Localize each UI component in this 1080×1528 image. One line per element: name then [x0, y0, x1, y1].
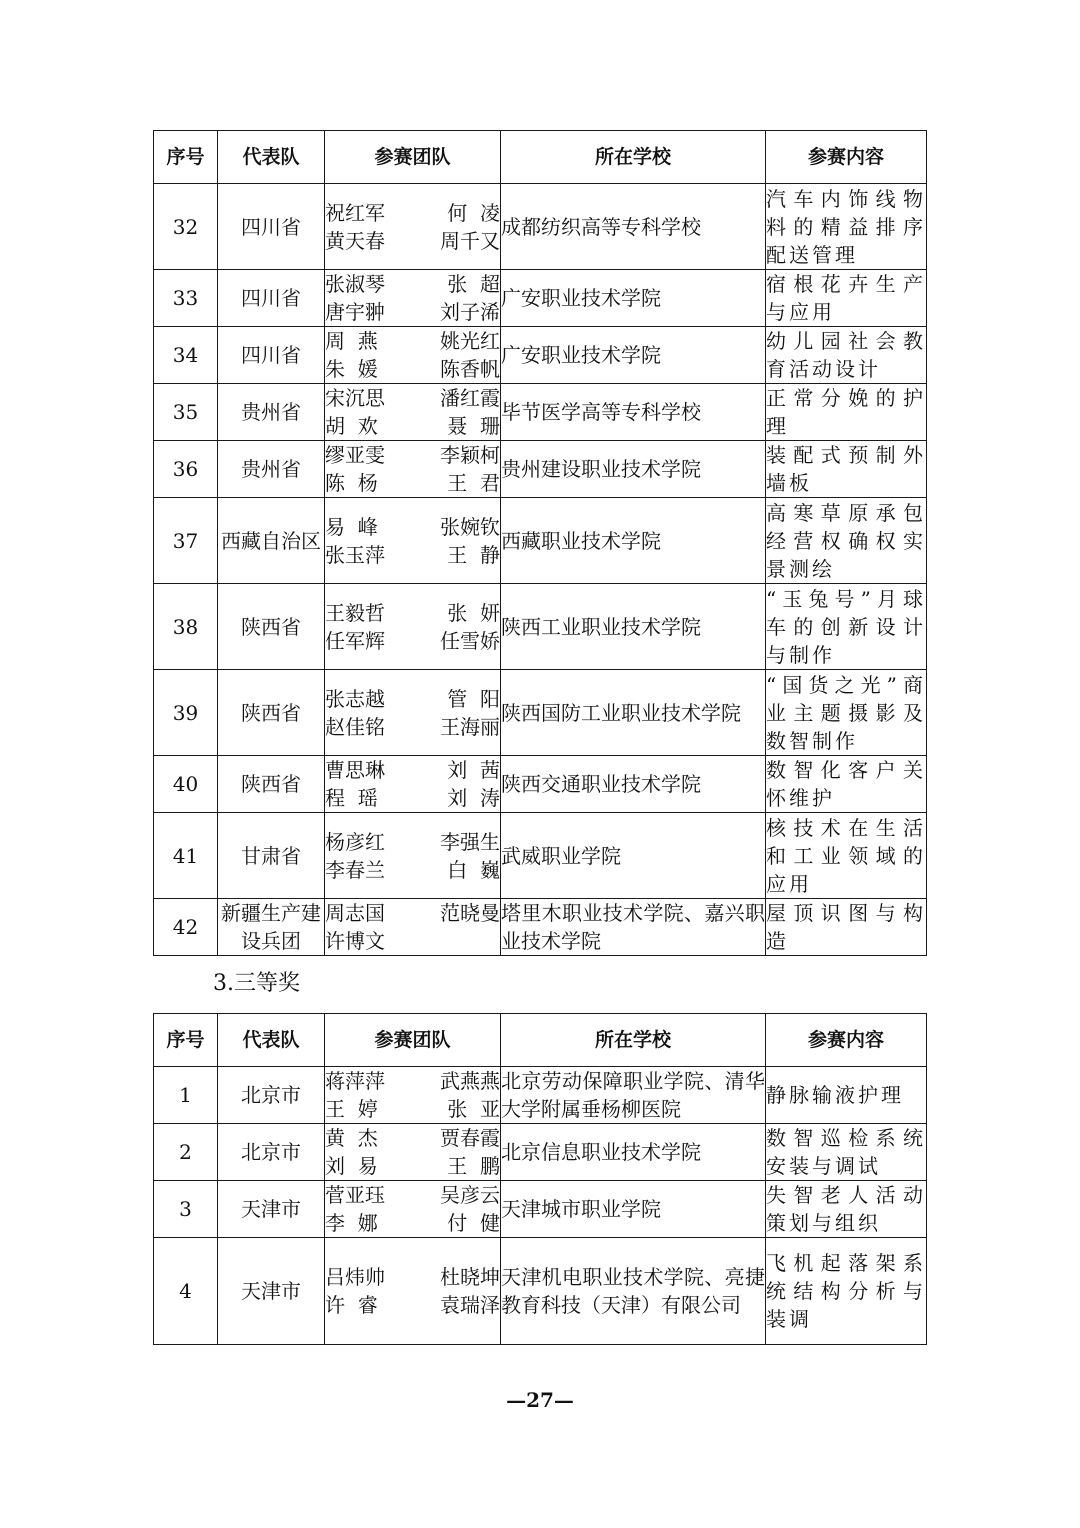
cell-school: 天津城市职业学院 [501, 1181, 766, 1238]
team-member: 周 燕 [325, 329, 378, 353]
cell-content: “玉兔号”月球车的创新设计与制作 [766, 584, 927, 670]
team-member: 武燕燕 [440, 1069, 500, 1093]
table-row [154, 899, 927, 956]
team-member: 袁瑞泽 [440, 1293, 500, 1317]
cell-no: 1 [154, 1067, 218, 1124]
team-line [325, 1181, 500, 1209]
cell-school: 塔里木职业技术学院、嘉兴职业技术学院 [501, 899, 766, 956]
cell-team [325, 327, 501, 384]
team-member: 任军辉 [325, 628, 385, 653]
table-row [154, 384, 927, 441]
cell-school: 广安职业技术学院 [501, 270, 766, 327]
cell-no: 33 [154, 270, 218, 327]
table-row [154, 584, 927, 670]
table-row [154, 813, 927, 899]
cell-team [325, 498, 501, 584]
team-member: 唐宇翀 [325, 300, 385, 324]
team-member: 李强生 [440, 829, 500, 854]
team-line [325, 541, 500, 569]
team-line [325, 1124, 500, 1152]
team-member: 李 娜 [325, 1211, 378, 1235]
team-member: 张 妍 [447, 600, 500, 625]
cell-rep: 贵州省 [218, 441, 325, 498]
cell-rep: 新疆生产建设兵团 [218, 899, 325, 956]
team-member: 曹思琳 [325, 758, 385, 782]
team-line [325, 1263, 500, 1291]
team-member: 蒋萍萍 [325, 1069, 385, 1093]
cell-team [325, 1238, 501, 1345]
cell-rep: 四川省 [218, 270, 325, 327]
table-row [154, 756, 927, 813]
header-school: 所在学校 [501, 131, 766, 184]
cell-rep: 贵州省 [218, 384, 325, 441]
cell-school: 广安职业技术学院 [501, 327, 766, 384]
team-member: 范晓曼 [440, 901, 500, 925]
cell-no: 35 [154, 384, 218, 441]
team-member: 张淑琴 [325, 272, 385, 296]
team-member: 王 静 [447, 542, 500, 567]
cell-content: 装配式预制外墙板 [766, 441, 927, 498]
page-number: —27— [506, 1388, 574, 1412]
header-content: 参赛内容 [766, 131, 927, 184]
cell-no: 36 [154, 441, 218, 498]
cell-team [325, 899, 501, 956]
team-member: 李春兰 [325, 857, 385, 882]
cell-content: 宿根花卉生产与应用 [766, 270, 927, 327]
cell-no: 2 [154, 1124, 218, 1181]
team-member: 缪亚雯 [325, 443, 385, 467]
cell-school: 西藏职业技术学院 [501, 498, 766, 584]
team-member: 付 健 [447, 1211, 500, 1235]
cell-school: 毕节医学高等专科学校 [501, 384, 766, 441]
team-member: 王 婷 [325, 1097, 378, 1121]
team-member: 聂 珊 [447, 414, 500, 438]
table-header-row [154, 131, 927, 184]
team-member: 菅亚珏 [325, 1183, 385, 1207]
cell-no: 3 [154, 1181, 218, 1238]
table-row [154, 270, 927, 327]
cell-content: 数智巡检系统安装与调试 [766, 1124, 927, 1181]
cell-school: 北京信息职业技术学院 [501, 1124, 766, 1181]
cell-rep: 陕西省 [218, 756, 325, 813]
cell-team [325, 1181, 501, 1238]
cell-rep: 甘肃省 [218, 813, 325, 899]
table-body [154, 184, 927, 956]
team-member: 王 鹏 [447, 1154, 500, 1178]
team-member: 吕炜帅 [325, 1265, 385, 1289]
team-line [325, 927, 500, 955]
cell-content: 幼儿园社会教育活动设计 [766, 327, 927, 384]
cell-content: 核技术在生活和工业领域的应用 [766, 813, 927, 899]
team-line [325, 1067, 500, 1095]
table-row [154, 1238, 927, 1345]
header-no: 序号 [154, 131, 218, 184]
team-member: 刘 涛 [447, 786, 500, 810]
team-member: 周千又 [440, 228, 500, 253]
team-member: 白 巍 [447, 857, 500, 882]
cell-team [325, 670, 501, 756]
award-table-second-prize [153, 130, 927, 956]
team-line [325, 469, 500, 497]
cell-school: 武威职业学院 [501, 813, 766, 899]
team-line [325, 513, 500, 541]
section-heading-third-prize: 3.三等奖 [213, 971, 300, 996]
cell-school: 天津机电职业技术学院、亮捷教育科技（天津）有限公司 [501, 1238, 766, 1345]
team-member: 祝红军 [325, 200, 385, 225]
award-table-third-prize [153, 1013, 927, 1345]
team-member: 刘 茜 [447, 758, 500, 782]
cell-rep: 天津市 [218, 1238, 325, 1345]
team-member: 刘子浠 [440, 300, 500, 324]
cell-no: 32 [154, 184, 218, 270]
team-line [325, 627, 500, 655]
cell-school: 贵州建设职业技术学院 [501, 441, 766, 498]
team-member: 宋沉思 [325, 386, 385, 410]
table-row [154, 498, 927, 584]
cell-school: 陕西国防工业职业技术学院 [501, 670, 766, 756]
team-member: 陈香帆 [440, 357, 500, 381]
cell-team [325, 756, 501, 813]
cell-no: 37 [154, 498, 218, 584]
cell-rep: 四川省 [218, 327, 325, 384]
team-line [325, 828, 500, 856]
team-member: 吴彦云 [440, 1183, 500, 1207]
header-team: 参赛团队 [325, 131, 501, 184]
cell-team [325, 1067, 501, 1124]
cell-no: 42 [154, 899, 218, 956]
table-row [154, 1124, 927, 1181]
cell-team [325, 584, 501, 670]
team-line [325, 756, 500, 784]
team-member: 黄天春 [325, 228, 385, 253]
cell-rep: 陕西省 [218, 584, 325, 670]
cell-team [325, 441, 501, 498]
cell-no: 41 [154, 813, 218, 899]
cell-content: 失智老人活动策划与组织 [766, 1181, 927, 1238]
cell-no: 39 [154, 670, 218, 756]
team-line [325, 327, 500, 355]
cell-content: 汽车内饰线物料的精益排序配送管理 [766, 184, 927, 270]
table-body [154, 1067, 927, 1345]
team-member: 周志国 [325, 901, 385, 925]
team-member: 陈 杨 [325, 471, 378, 495]
team-member: 易 峰 [325, 514, 378, 539]
team-member: 张玉萍 [325, 542, 385, 567]
team-line [325, 298, 500, 326]
team-line [325, 355, 500, 383]
team-member: 李颖柯 [440, 443, 500, 467]
team-line [325, 599, 500, 627]
team-member: 许博文 [325, 929, 385, 953]
header-no: 序号 [154, 1014, 218, 1067]
team-member: 王海丽 [440, 714, 500, 739]
cell-rep: 天津市 [218, 1181, 325, 1238]
table-header-row [154, 1014, 927, 1067]
team-member: 贾春霞 [440, 1126, 500, 1150]
team-member: 任雪娇 [440, 628, 500, 653]
cell-content: 正常分娩的护理 [766, 384, 927, 441]
cell-content: 高寒草原承包经营权确权实景测绘 [766, 498, 927, 584]
cell-no: 40 [154, 756, 218, 813]
cell-school: 陕西交通职业技术学院 [501, 756, 766, 813]
cell-content: 屋顶识图与构造 [766, 899, 927, 956]
cell-team [325, 270, 501, 327]
cell-rep: 北京市 [218, 1067, 325, 1124]
team-member: 刘 易 [325, 1154, 378, 1178]
cell-team [325, 384, 501, 441]
table-row [154, 1067, 927, 1124]
cell-content: “国货之光”商业主题摄影及数智制作 [766, 670, 927, 756]
team-line [325, 1291, 500, 1319]
team-line [325, 227, 500, 255]
cell-rep: 陕西省 [218, 670, 325, 756]
cell-team [325, 813, 501, 899]
cell-content: 静脉输液护理 [766, 1067, 927, 1124]
team-member: 王毅哲 [325, 600, 385, 625]
team-line [325, 685, 500, 713]
table-row [154, 1181, 927, 1238]
team-member: 张 亚 [447, 1097, 500, 1121]
team-member: 朱 媛 [325, 357, 378, 381]
team-member: 张婉钦 [440, 514, 500, 539]
cell-no: 34 [154, 327, 218, 384]
header-rep: 代表队 [218, 1014, 325, 1067]
team-member: 黄 杰 [325, 1126, 378, 1150]
team-line [325, 856, 500, 884]
cell-no: 4 [154, 1238, 218, 1345]
cell-content: 数智化客户关怀维护 [766, 756, 927, 813]
team-member: 管 阳 [447, 686, 500, 711]
header-team: 参赛团队 [325, 1014, 501, 1067]
team-line [325, 199, 500, 227]
team-line [325, 1095, 500, 1123]
team-line [325, 412, 500, 440]
team-line [325, 784, 500, 812]
cell-no: 38 [154, 584, 218, 670]
team-member: 张 超 [447, 272, 500, 296]
cell-school: 陕西工业职业技术学院 [501, 584, 766, 670]
team-member: 赵佳铭 [325, 714, 385, 739]
cell-team [325, 1124, 501, 1181]
table-row [154, 441, 927, 498]
team-member: 杜晓坤 [440, 1265, 500, 1289]
cell-school: 北京劳动保障职业学院、清华大学附属垂杨柳医院 [501, 1067, 766, 1124]
team-member: 何 凌 [447, 200, 500, 225]
cell-school: 成都纺织高等专科学校 [501, 184, 766, 270]
team-member: 胡 欢 [325, 414, 378, 438]
team-member: 张志越 [325, 686, 385, 711]
team-member: 程 瑶 [325, 786, 378, 810]
cell-content: 飞机起落架系统结构分析与装调 [766, 1238, 927, 1345]
table-row [154, 184, 927, 270]
header-content: 参赛内容 [766, 1014, 927, 1067]
cell-rep: 四川省 [218, 184, 325, 270]
team-line [325, 1209, 500, 1237]
team-line [325, 441, 500, 469]
team-member: 王 君 [447, 471, 500, 495]
header-rep: 代表队 [218, 131, 325, 184]
team-member: 潘红霞 [440, 386, 500, 410]
cell-team [325, 184, 501, 270]
team-line [325, 1152, 500, 1180]
team-member: 许 睿 [325, 1293, 378, 1317]
team-line [325, 270, 500, 298]
table-row [154, 327, 927, 384]
team-member: 杨彦红 [325, 829, 385, 854]
table-row [154, 670, 927, 756]
team-line [325, 713, 500, 741]
team-line [325, 899, 500, 927]
cell-rep: 西藏自治区 [218, 498, 325, 584]
team-member: 姚光红 [440, 329, 500, 353]
header-school: 所在学校 [501, 1014, 766, 1067]
team-line [325, 384, 500, 412]
cell-rep: 北京市 [218, 1124, 325, 1181]
